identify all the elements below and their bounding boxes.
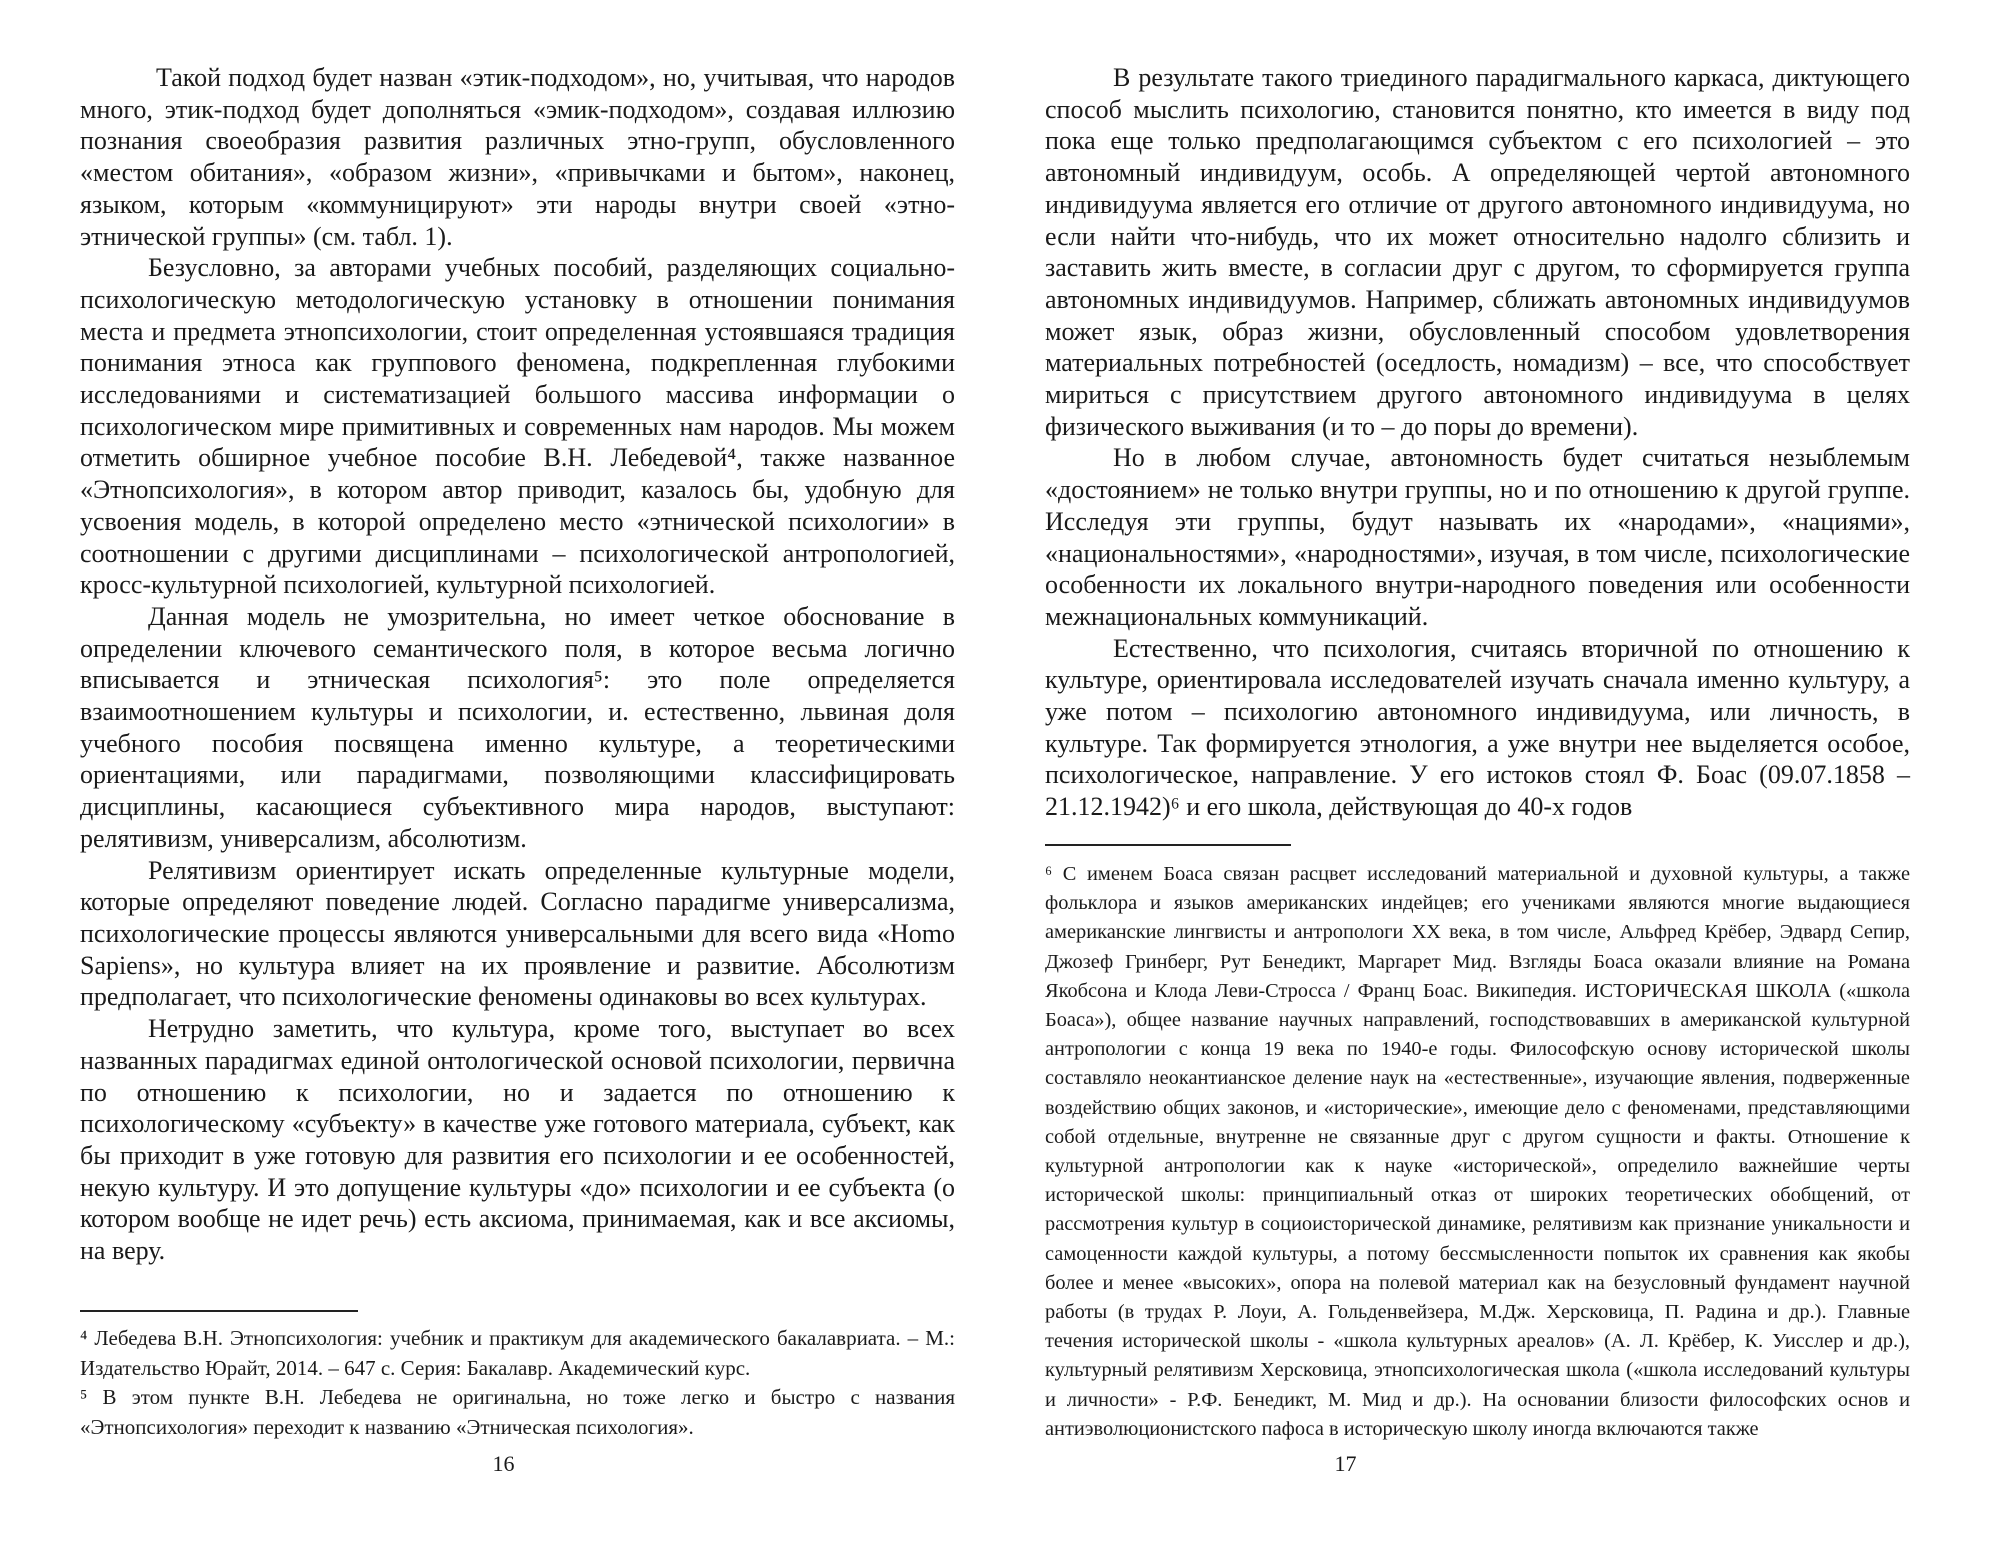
left-footnotes xyxy=(80,1324,955,1442)
right-body-text xyxy=(1045,62,1910,823)
paragraph: Естественно, что психология, считаясь вторичной по отношению к культуре, ориентировала исследователей изучать сначала именно культуру, а уже потом – психологию автономного индивидуума, или личность, в культуре. Так формируется этнология, а уже внутри нее выделяется особое, психологическое, направление. У его истоков стоял Ф. Боас (09.07.1858 – 21.12.1942)⁶ и его школа, действующая до 40-х годов xyxy=(1045,633,1910,822)
footnote-5: ⁵ В этом пункте В.Н. Лебедева не оригинальна, но тоже легко и быстро с названия «Этнопсихология» переходит к названию «Этническая психология». xyxy=(80,1385,955,1439)
paragraph: Нетрудно заметить, что культура, кроме того, выступает во всех названных парадигмах единой онтологической основой психологии, первична по отношению к психологии, но и задается по отношению к психологическому «субъекту» в качестве уже готового материала, субъект, как бы приходит в уже готовую для развития его психологии и ее особенностей, некую культуру. И это допущение культуры «до» психологии и ее субъекта (о котором вообще не идет речь) есть аксиома, принимаемая, как и все аксиомы, на веру. xyxy=(80,1014,955,1266)
right-page xyxy=(1045,62,1910,1476)
footnote-separator xyxy=(80,1310,358,1312)
page-number: 16 xyxy=(492,1451,515,1476)
left-page xyxy=(80,62,955,1476)
paragraph: Релятивизм ориентирует искать определенные культурные модели, которые определяют поведение людей. Согласно парадигме универсализма, психологические процессы являются универсальными для всего вида «Homo Sapiens», но культура влияет на их проявление и развитие. Абсолютизм предполагает, что психологические феномены одинаковы во всех культурах. xyxy=(80,855,955,1012)
right-footnotes xyxy=(1045,860,1910,1444)
paragraph: Данная модель не умозрительна, но имеет четкое обоснование в определении ключевого семантического поля, в которое весьма логично вписывается и этническая психология⁵: это поле определяется взаимоотношением культуры и психологии, и. естественно, львиная доля учебного пособия посвящена именно культуре, а теоретическими ориентациями, или парадигмами, позволяющими классифицировать дисциплины, касающиеся субъективного мира народов, выступают: релятивизм, универсализм, абсолютизм. xyxy=(80,601,955,853)
paragraph: Безусловно, за авторами учебных пособий, разделяющих социально-психологическую методологическую установку в отношении понимания места и предмета этнопсихологии, стоит определенная устоявшаяся традиция понимания этноса как группового феномена, подкрепленная глубокими исследованиями и систематизацией большого массива информации о психологическом мире примитивных и современных нам народов. Мы можем отметить обширное учебное пособие В.Н. Лебедевой⁴, также названное «Этнопсихология», в котором автор приводит, казалось бы, удобную для усвоения модель, в которой определено место «этнической психологии» в соотношении с другими дисциплинами – психологической антропологией, кросс-культурной психологией, культурной психологией. xyxy=(80,253,955,600)
footnote-separator xyxy=(1045,844,1291,846)
paragraph: Но в любом случае, автономность будет считаться незыблемым «достоянием» не только внутри группы, но и по отношению к другой группе. Исследуя эти группы, будут называть их «народами», «нациями», «национальностями», «народностями», изучая, в том числе, психологические особенности их локального внутри-народного поведения или особенности межнациональных коммуникаций. xyxy=(1045,443,1910,631)
paragraph: В результате такого триединого парадигмального каркаса, диктующего способ мыслить психологию, становится понятно, кто имеется в виду под пока еще только предполагающимся субъектом с его психологией – это автономный индивидуум, особь. А определяющей чертой автономного индивидуума является его отличие от другого автономного индивидуума, но если найти что-нибудь, что их может относительно надолго сблизить и заставить жить вместе, в согласии друг с другом, то сформируется группа автономных индивидуумов. Например, сближать автономных индивидуумов может язык, образ жизни, обусловленный способом удовлетворения материальных потребностей (оседлость, номадизм) – все, что способствует мириться с присутствием другого автономного индивидуума в целях физического выживания (и то – до поры до времени). xyxy=(1045,63,1910,441)
footnote-6: ⁶ С именем Боаса связан расцвет исследований материальной и духовной культуры, а также фольклора и языков американских индейцев; его учениками являются многие выдающиеся американские лингвисты и антропологи XX века, в том числе, Альфред Крёбер, Эдвард Сепир, Джозеф Гринберг, Рут Бенедикт, Маргарет Мид. Взгляды Боаса оказали влияние на Романа Якобсона и Клода Леви-Стросса / Франц Боас. Википедия. ИСТОРИЧЕСКАЯ ШКОЛА («школа Боаса»), общее название научных направлений, господствовавших в американской культурной антропологии с конца 19 века по 1940-е годы. Философскую основу исторической школы составляло неокантианское деление наук на «естественные», изучающие явления, подверженные воздействию общих законов, и «исторические», имеющие дело с феноменами, представляющими собой отдельные, внутренне не связанные друг с другом сущности и факты. Отношение к культурной антропологии как к науке «исторической», определило важнейшие черты исторической школы: принципиальный отказ от широких теоретических обобщений, от рассмотрения культур в социоисторической динамике, релятивизм как признание уникальности и самоценности каждой культуры, а потому бессмысленности попыток их сравнения как якобы более и менее «высоких», опора на полевой материал как на безусловный фундамент научной работы (в трудах Р. Лоуи, А. Гольденвейзера, М.Дж. Херсковица, П. Радина и др.). Главные течения исторической школы - «школа культурных ареалов» (А. Л. Крёбер, К. Уисслер и др.), культурный релятивизм Херсковица, этнопсихологическая школа («школа исследований культуры и личности» - Р.Ф. Бенедикт, М. Мид и др.). На основании близости философских основ и антиэволюционистского пафоса в историческую школу иногда включаются также xyxy=(1045,863,1910,1440)
page-number: 17 xyxy=(1334,1451,1357,1476)
footnote-4: ⁴ Лебедева В.Н. Этнопсихология: учебник и практикум для академического бакалавриата. – М.: Издательство Юрайт, 2014. – 647 с. Серия: Бакалавр. Академический курс. xyxy=(80,1326,955,1380)
paragraph: Такой подход будет назван «этик-подходом», но, учитывая, что народов много, этик-подход будет дополняться «эмик-подходом», создавая иллюзию познания своеобразия развития различных этно-групп, обусловленного «местом обитания», «образом жизни», «привычками и бытом», наконец, языком, которым «коммуницируют» эти народы внутри своей «этно-этнической группы» (см. табл. 1). xyxy=(80,63,955,251)
left-body-text xyxy=(80,62,955,1267)
